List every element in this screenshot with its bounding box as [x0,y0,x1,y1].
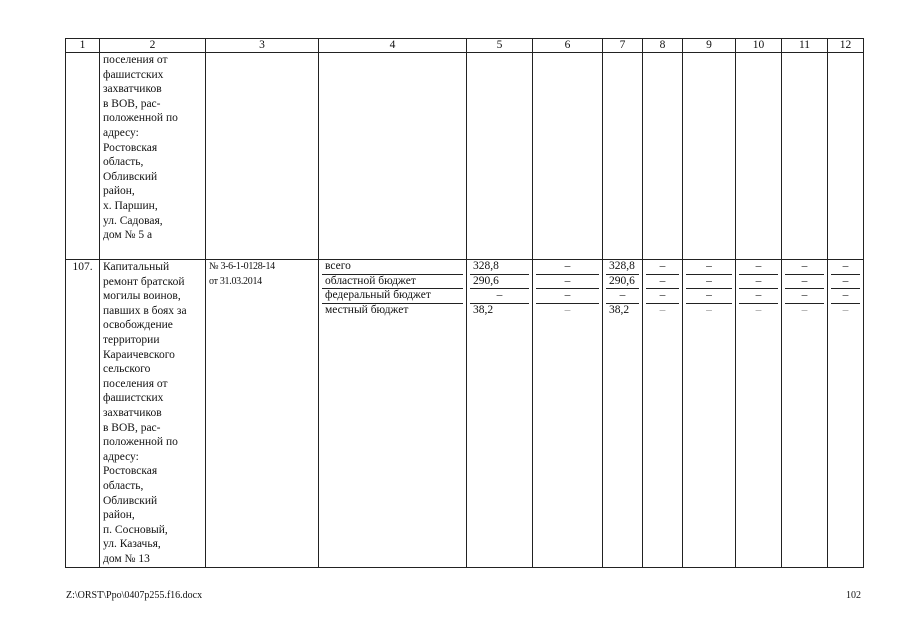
budget-subcell: – [755,303,762,316]
budget-subcell: – [686,260,732,275]
cell-name [100,53,206,260]
column-header-5: 5 [467,39,533,53]
name-line: район, [103,185,135,198]
budget-subcell: – [646,275,679,290]
budget-subcell: 290,6 [470,275,529,290]
budget-subcell: – [785,260,824,275]
name-line: адресу: [103,450,139,463]
budget-subcell: федеральный бюджет [322,289,463,304]
col-12 [828,260,864,568]
name-line: область, [103,156,144,169]
name-line: ул. Казачья, [103,538,161,551]
cell-num [66,53,100,260]
budget-subcell: – [706,303,712,316]
column-header-6: 6 [533,39,603,53]
column-header-11: 11 [782,39,828,53]
budget-subcell: местный бюджет [325,303,409,316]
budget-subcell: – [686,289,732,304]
name-line: положенной по [103,436,178,449]
row-number: 107. [66,260,100,568]
budget-subcell: – [739,275,778,290]
budget-subcell: – [842,303,849,316]
name-line: область, [103,479,144,492]
file-path: Z:\ORST\Ppo\0407p255.f16.docx [66,590,203,601]
name-line: х. Паршин, [103,199,158,212]
budget-subcell: – [536,275,599,290]
name-line: освобождение [103,319,173,332]
budget-subcell: – [801,303,808,316]
table-row [66,260,864,568]
col-9 [683,260,736,568]
budget-subcell: – [470,289,529,304]
budget-subcell: – [831,289,860,304]
name-line: Караичевского [103,348,175,361]
column-header-row [66,39,864,53]
table-row [66,53,864,260]
col-8 [643,260,683,568]
name-line: п. Сосновый, [103,523,168,536]
budget-subcell: – [785,275,824,290]
budget-subcell: – [739,289,778,304]
name-line: захватчиков [103,83,162,96]
name-line: поселения от [103,54,168,66]
budget-subcell: 38,2 [609,303,630,316]
name-line: Капитальный [103,261,170,273]
column-header-10: 10 [736,39,782,53]
budget-subcell: всего [322,260,463,275]
name-line: поселения от [103,377,168,390]
column-header-2: 2 [100,39,206,53]
budget-subcell: – [646,260,679,275]
column-header-1: 1 [66,39,100,53]
name-line: в ВОВ, рас- [103,97,161,110]
doc-line: от 31.03.2014 [209,275,262,287]
col-7 [603,260,643,568]
budget-subcell: – [606,289,639,304]
column-header-7: 7 [603,39,643,53]
name-line: сельского [103,363,151,376]
budget-subcell: – [686,275,732,290]
name-line: ремонт братской [103,275,185,288]
budget-subcell: – [785,289,824,304]
budget-subcell: – [536,260,599,275]
name-line: Обливский [103,494,158,507]
col-5 [467,260,533,568]
column-header-9: 9 [683,39,736,53]
column-header-12: 12 [828,39,864,53]
budget-subcell: 328,8 [606,260,639,275]
budget-subcell: 328,8 [470,260,529,275]
name-line: захватчиков [103,406,162,419]
page-number: 102 [846,590,861,601]
budget-subcell: – [831,275,860,290]
budget-subcell: – [646,289,679,304]
col-11 [782,260,828,568]
name-line: район, [103,509,135,522]
name-line: положенной по [103,112,178,125]
name-line: Обливский [103,170,158,183]
name-line: территории [103,333,160,346]
col-6 [533,260,603,568]
name-line: дом № 13 [103,552,150,565]
budget-table [65,38,864,568]
name-line: в ВОВ, рас- [103,421,161,434]
budget-subcell: – [564,303,571,316]
col-10 [736,260,782,568]
column-header-4: 4 [319,39,467,53]
name-line: адресу: [103,126,139,139]
budget-subcell: 38,2 [473,303,494,316]
name-line: ул. Садовая, [103,214,163,227]
name-line: Ростовская [103,141,158,154]
budget-labels [319,260,467,568]
name-line: фашистских [103,68,164,81]
doc-line: № 3-6-1-0128-14 [209,261,275,272]
budget-subcell: – [831,260,860,275]
object-name [100,260,206,568]
budget-subcell: областной бюджет [322,275,463,290]
column-header-3: 3 [206,39,319,53]
name-line: фашистских [103,392,164,405]
budget-subcell: – [659,303,666,316]
budget-subcell: 290,6 [606,275,639,290]
name-line: Ростовская [103,465,158,478]
name-line: дом № 5 а [103,229,153,242]
name-line: павших в боях за [103,304,187,317]
budget-subcell: – [739,260,778,275]
column-header-8: 8 [643,39,683,53]
name-line: могилы воинов, [103,290,181,303]
budget-subcell: – [536,289,599,304]
document-ref [206,260,319,568]
